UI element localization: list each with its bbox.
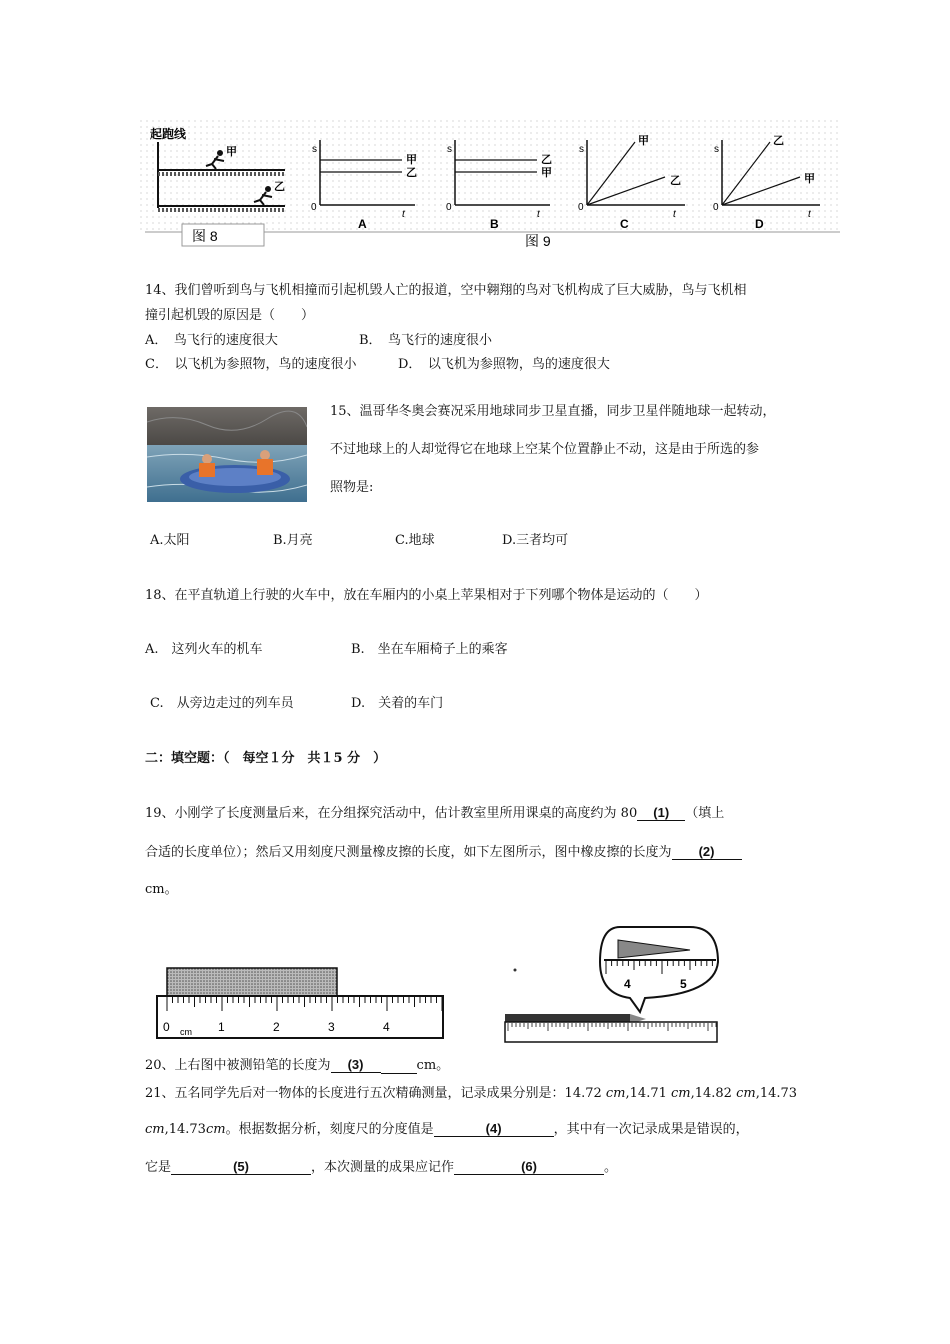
q18-option-d: D. 关着的车门 bbox=[351, 696, 444, 711]
q15-option-d: D.三者均可 bbox=[502, 533, 569, 548]
svg-text:t: t bbox=[673, 209, 676, 220]
fig8-caption: 图 8 bbox=[192, 228, 218, 244]
svg-text:5: 5 bbox=[680, 977, 687, 991]
figure-strip bbox=[140, 120, 840, 255]
svg-text:乙: 乙 bbox=[541, 154, 552, 166]
svg-text:4: 4 bbox=[624, 977, 631, 991]
q18-stem: 18、在平直轨道上行驶的火车中，放在车厢内的小桌上苹果相对于下列哪个物体是运动的（ ） bbox=[145, 588, 708, 603]
q15-stem-line1: 15、温哥华冬奥会赛况采用地球同步卫星直播，同步卫星伴随地球一起转动， bbox=[330, 404, 776, 419]
svg-text:0: 0 bbox=[578, 202, 584, 213]
svg-text:乙: 乙 bbox=[670, 175, 681, 187]
svg-text:s: s bbox=[312, 144, 317, 155]
q14-option-c: C． 以飞机为参照物，鸟的速度很小 bbox=[145, 357, 357, 372]
q18-option-a: A. 这列火车的机车 bbox=[145, 642, 263, 657]
q14-stem-line2: 撞引起机毁的原因是（ ） bbox=[145, 308, 315, 323]
q21-line2: cm,14.73cm。根据数据分析，刻度尺的分度值是 (4) ，其中有一次记录成果是错误的， bbox=[145, 1121, 749, 1137]
svg-text:0: 0 bbox=[713, 202, 719, 213]
eraser bbox=[167, 968, 337, 996]
blank-1[interactable]: (1) bbox=[637, 806, 685, 821]
q19-line2: 合适的长度单位）；然后又用刻度尺测量橡皮擦的长度，如下左图所示，图中橡皮擦的长度为 (2) bbox=[145, 841, 742, 860]
start-line-label: 起跑线 bbox=[150, 127, 187, 141]
q15-option-a: A.太阳 bbox=[150, 533, 190, 548]
blank-3[interactable]: (3) bbox=[331, 1058, 381, 1073]
blank-2[interactable]: (2) bbox=[672, 845, 742, 860]
graph-b-label: B bbox=[490, 217, 499, 231]
svg-text:1: 1 bbox=[218, 1020, 225, 1034]
svg-text:甲: 甲 bbox=[638, 135, 649, 147]
q21-line3: 它是 (5) ，本次测量的成果应记作 (6) 。 bbox=[145, 1159, 618, 1175]
section-2-title: 二：填空题：（ 每空１分 共１5 分 ） bbox=[145, 751, 387, 766]
pencil-ruler-figure bbox=[500, 922, 725, 1047]
q19-line1: 19、小刚学了长度测量后来，在分组探究活动中，估计教室里所用课桌的高度约为 80 (1) （填上 bbox=[145, 805, 725, 821]
q20-line: 20、上右图中被测铅笔的长度为 (3) cm。 bbox=[145, 1057, 450, 1073]
q19-line3: cm。 bbox=[145, 882, 178, 897]
svg-text:t: t bbox=[402, 209, 405, 220]
q18-option-b: B. 坐在车厢椅子上的乘客 bbox=[351, 642, 508, 657]
svg-text:乙: 乙 bbox=[406, 167, 417, 179]
svg-text:0: 0 bbox=[311, 202, 317, 213]
svg-text:t: t bbox=[808, 209, 811, 220]
svg-text:甲: 甲 bbox=[541, 167, 552, 179]
blank-5[interactable]: (5) bbox=[171, 1160, 311, 1175]
graph-d-label: D bbox=[755, 217, 764, 231]
runner-yi-label: 乙 bbox=[274, 181, 285, 193]
blank-6[interactable]: (6) bbox=[454, 1160, 604, 1175]
graph-a-label: A bbox=[358, 217, 367, 231]
svg-text:s: s bbox=[447, 144, 452, 155]
graph-c-label: C bbox=[620, 217, 629, 231]
q18-option-c: C. 从旁边走过的列车员 bbox=[150, 696, 294, 711]
runner-jia-label: 甲 bbox=[226, 146, 237, 158]
svg-text:乙: 乙 bbox=[773, 135, 784, 147]
q15-stem-line3: 照物是: bbox=[330, 480, 374, 495]
q15-option-b: B.月亮 bbox=[273, 533, 313, 548]
q21-line1: 21、五名同学先后对一物体的长度进行五次精确测量，记录成果分别是：14.72 cm,14.71 cm,14.82 cm,14.73 bbox=[145, 1086, 798, 1101]
svg-text:3: 3 bbox=[328, 1020, 335, 1034]
svg-text:甲: 甲 bbox=[406, 154, 417, 166]
svg-text:0: 0 bbox=[446, 202, 452, 213]
svg-text:0: 0 bbox=[163, 1020, 170, 1034]
q15-stem-line2: 不过地球上的人却觉得它在地球上空某个位置静止不动，这是由于所选的参 bbox=[330, 442, 760, 457]
svg-text:cm: cm bbox=[180, 1027, 192, 1037]
svg-text:4: 4 bbox=[383, 1020, 390, 1034]
pencil-ruler-body bbox=[505, 1022, 717, 1042]
q14-option-d: D． 以飞机为参照物，鸟的速度很大 bbox=[398, 357, 610, 372]
svg-text:2: 2 bbox=[273, 1020, 280, 1034]
svg-text:甲: 甲 bbox=[804, 173, 815, 185]
q14-option-a: A． 鸟飞行的速度很大 bbox=[145, 333, 278, 348]
svg-text:s: s bbox=[714, 144, 719, 155]
rafting-photo bbox=[147, 407, 307, 502]
eraser-ruler-figure bbox=[155, 965, 450, 1045]
fig9-caption: 图 9 bbox=[525, 233, 551, 249]
q14-stem-line1: 14、我们曾听到鸟与飞机相撞而引起机毁人亡的报道，空中翱翔的鸟对飞机构成了巨大威胁，鸟与飞机相 bbox=[145, 283, 747, 298]
q14-option-b: B． 鸟飞行的速度很小 bbox=[359, 333, 493, 348]
q15-option-c: C.地球 bbox=[395, 533, 435, 548]
blank-4[interactable]: (4) bbox=[434, 1122, 554, 1137]
svg-text:s: s bbox=[579, 144, 584, 155]
svg-text:t: t bbox=[537, 209, 540, 220]
